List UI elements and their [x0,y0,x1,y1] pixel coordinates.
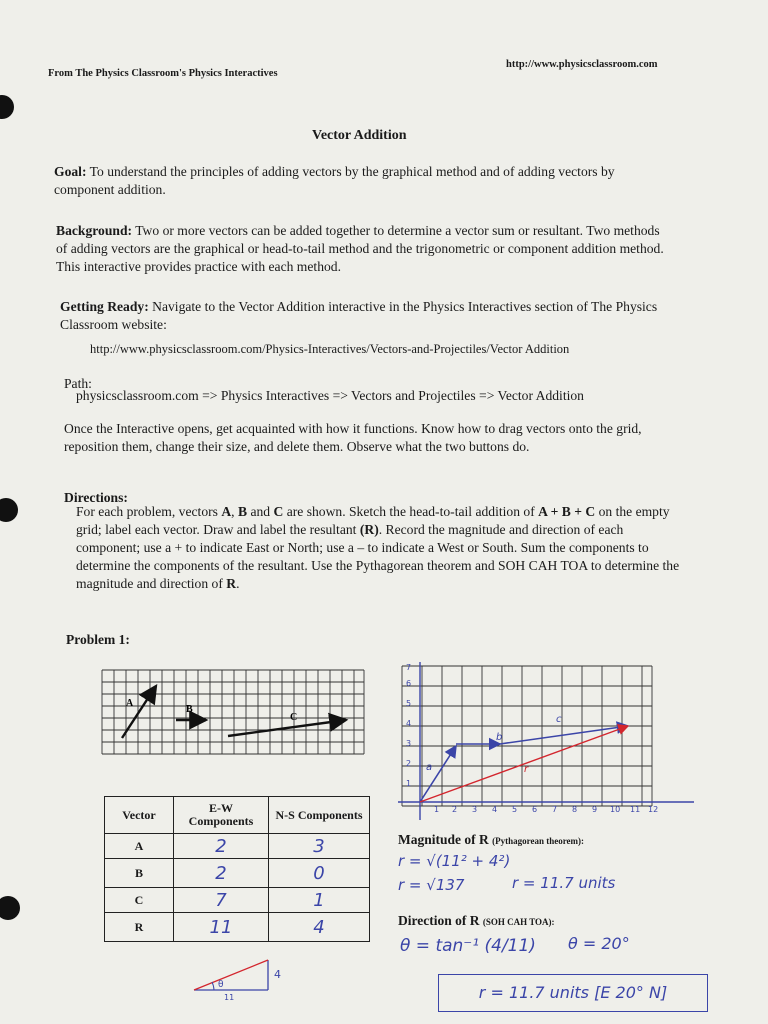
reference-triangle [188,952,298,1002]
header-url: http://www.physicsclassroom.com [506,59,658,70]
sketch-label-b: b [496,732,503,743]
table-header-vector: Vector [105,797,174,834]
background-label: Background: [56,223,133,238]
triangle-side-label: 4 [274,968,281,981]
sketch-label-r: r [524,764,529,775]
table-header-ew: E-W Components [174,797,269,834]
svg-text:1: 1 [434,805,440,814]
table-row: A 2 3 [105,834,370,859]
sketch-vector-c [500,726,628,744]
getting-ready-label: Getting Ready: [60,299,149,314]
path-label: Path: [64,376,92,391]
magnitude-work-line-2: r = √137 [398,876,465,894]
svg-text:9: 9 [592,805,598,814]
sketch-vector-a [420,746,456,802]
directions-label: Directions: [64,490,128,505]
svg-text:3: 3 [406,739,412,748]
page-title: Vector Addition [312,128,407,143]
input-b-ew[interactable]: 2 [174,859,269,888]
svg-text:7: 7 [406,663,412,672]
svg-text:10: 10 [610,805,621,814]
sketch-label-c: c [556,714,562,725]
svg-text:6: 6 [406,679,412,688]
input-b-ns[interactable]: 0 [269,859,370,888]
background-text: Two or more vectors can be added together to determine a vector sum or resultant. Two methods of adding vectors are the graphical or head-to-tail method and the trigonometric or component addition method. This interactive provides practice with each method. [56,223,664,274]
triangle-base-label: 11 [224,993,235,1002]
interactive-link[interactable]: http://www.physicsclassroom.com/Physics-Interactives/Vectors-and-Projectiles/Vector Addition [90,342,570,356]
magnitude-heading: Magnitude of R (Pythagorean theorem): [398,832,585,847]
svg-text:2: 2 [406,759,412,768]
given-vectors-grid [100,668,366,758]
goal-text: To understand the principles of adding vectors by the graphical method and of adding vectors by component addition. [54,164,615,197]
svg-text:12: 12 [648,805,659,814]
table-row: B 2 0 [105,859,370,888]
svg-text:2: 2 [452,805,458,814]
punch-hole [0,95,14,119]
problem-label: Problem 1: [66,632,130,647]
input-c-ns[interactable]: 1 [269,888,370,913]
magnitude-work-line-1: r = √(11² + 4²) [398,852,511,870]
goal-paragraph [54,163,654,199]
svg-text:1: 1 [406,779,412,788]
path-text: physicsclassroom.com => Physics Interactives => Vectors and Projectiles => Vector Addition [76,388,584,403]
getting-ready-text: Navigate to the Vector Addition interactive in the Physics Interactives section of The Physics Classroom website: [60,299,658,332]
final-answer-box: r = 11.7 units [E 20° N] [438,974,708,1012]
punch-hole [0,498,18,522]
input-c-ew[interactable]: 7 [174,888,269,913]
table-header-ns: N-S Components [269,797,370,834]
input-a-ew[interactable]: 2 [174,834,269,859]
input-r-ew[interactable]: 11 [174,913,269,942]
direction-heading: Direction of R (SOH CAH TOA): [398,913,555,928]
svg-text:3: 3 [472,805,478,814]
svg-text:5: 5 [512,805,518,814]
vector-a-label: A [126,698,134,709]
svg-text:5: 5 [406,699,412,708]
magnitude-result: r = 11.7 units [512,874,616,892]
direction-work-line: θ = tan⁻¹ (4/11) [400,936,536,956]
header-source: From The Physics Classroom's Physics Interactives [48,68,278,79]
y-tick-labels [406,663,411,788]
direction-result: θ = 20° [568,934,630,953]
svg-text:4: 4 [492,805,498,814]
vector-b-label: B [186,704,193,715]
table-row: R 11 4 [105,913,370,942]
svg-text:11: 11 [630,805,641,814]
input-a-ns[interactable]: 3 [269,834,370,859]
sketch-grid [396,660,696,822]
vector-c-label: C [290,712,298,723]
input-r-ns[interactable]: 4 [269,913,370,942]
svg-text:6: 6 [532,805,538,814]
background-paragraph [56,222,672,276]
components-table [104,796,370,942]
svg-text:8: 8 [572,805,578,814]
directions-text: For each problem, vectors A, B and C are shown. Sketch the head-to-tail addition of A + B + C on the empty grid; label each vector. Draw and label the resultant (R). Record the magnitude and direction of each component; use a + to indicate East or North; use a – to indicate a West or South. Sum the components to determine the components of the resultant. Use the Pythagorean theorem and SOH CAH TOA to determine the magnitude and direction of R. [76,504,680,591]
svg-text:4: 4 [406,719,412,728]
sketch-label-a: a [426,762,433,773]
table-row: C 7 1 [105,888,370,913]
goal-label: Goal: [54,164,87,179]
punch-hole [0,896,20,920]
svg-text:7: 7 [552,805,558,814]
triangle-angle-label: θ [218,980,224,990]
once-paragraph: Once the Interactive opens, get acquainted with how it functions. Know how to drag vectors onto the grid, reposition them, change their size, and delete them. Observe what the two buttons do. [64,421,642,454]
getting-ready-paragraph [60,298,666,334]
